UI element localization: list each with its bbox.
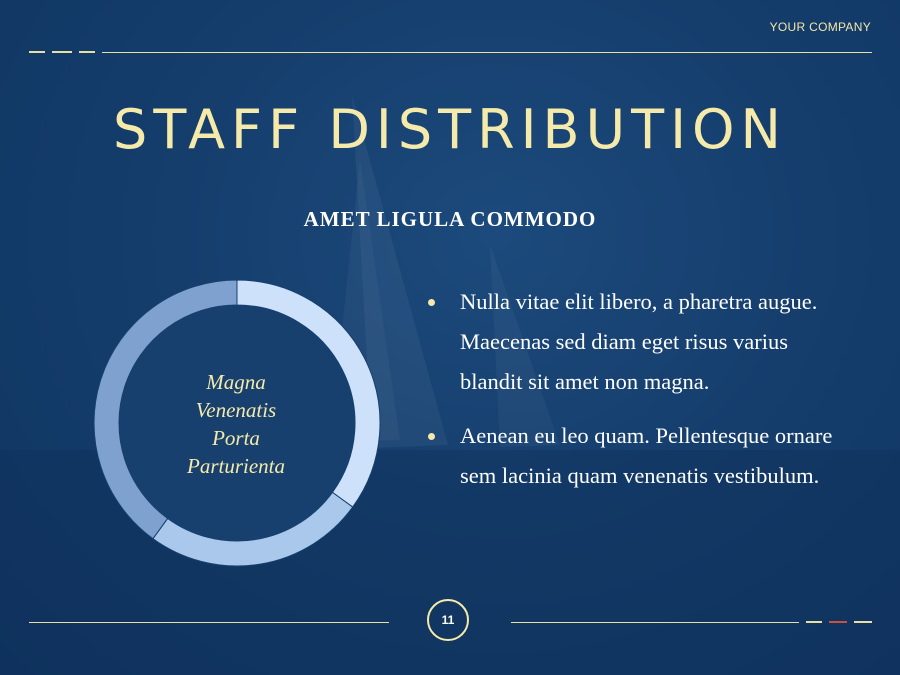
donut-label-line: Porta: [212, 426, 260, 450]
footer-dash: [854, 621, 872, 623]
bullet-text: Aenean eu leo quam. Pellentesque ornare sem lacinia quam venenatis vestibulum.: [460, 423, 833, 488]
company-name: YOUR COMPANY: [769, 20, 871, 34]
slide-title: STAFF DISTRIBUTION: [113, 98, 787, 161]
page-number: 11: [427, 599, 469, 641]
header-dash: [29, 51, 45, 53]
bullet-icon: [428, 433, 435, 440]
header-rule: [102, 52, 872, 53]
donut-label-line: Parturienta: [187, 454, 285, 478]
donut-center-label: [140, 368, 332, 480]
bullet-list: [426, 282, 846, 510]
header-dash: [79, 51, 95, 53]
bullet-item: [426, 282, 846, 402]
donut-label-line: Magna: [206, 370, 266, 394]
slide-subtitle: AMET LIGULA COMMODO: [303, 207, 597, 231]
footer-rule-right: [511, 622, 799, 623]
header-dash: [52, 51, 72, 53]
bullet-text: Nulla vitae elit libero, a pharetra augue. Maecenas sed diam eget risus varius blandit sit amet non magna.: [460, 289, 818, 394]
footer-dash: [829, 621, 847, 623]
donut-label-line: Venenatis: [195, 398, 277, 422]
footer-rule-left: [29, 622, 389, 623]
bullet-item: [426, 416, 846, 496]
footer-dash: [806, 621, 822, 623]
bullet-icon: [428, 299, 435, 306]
